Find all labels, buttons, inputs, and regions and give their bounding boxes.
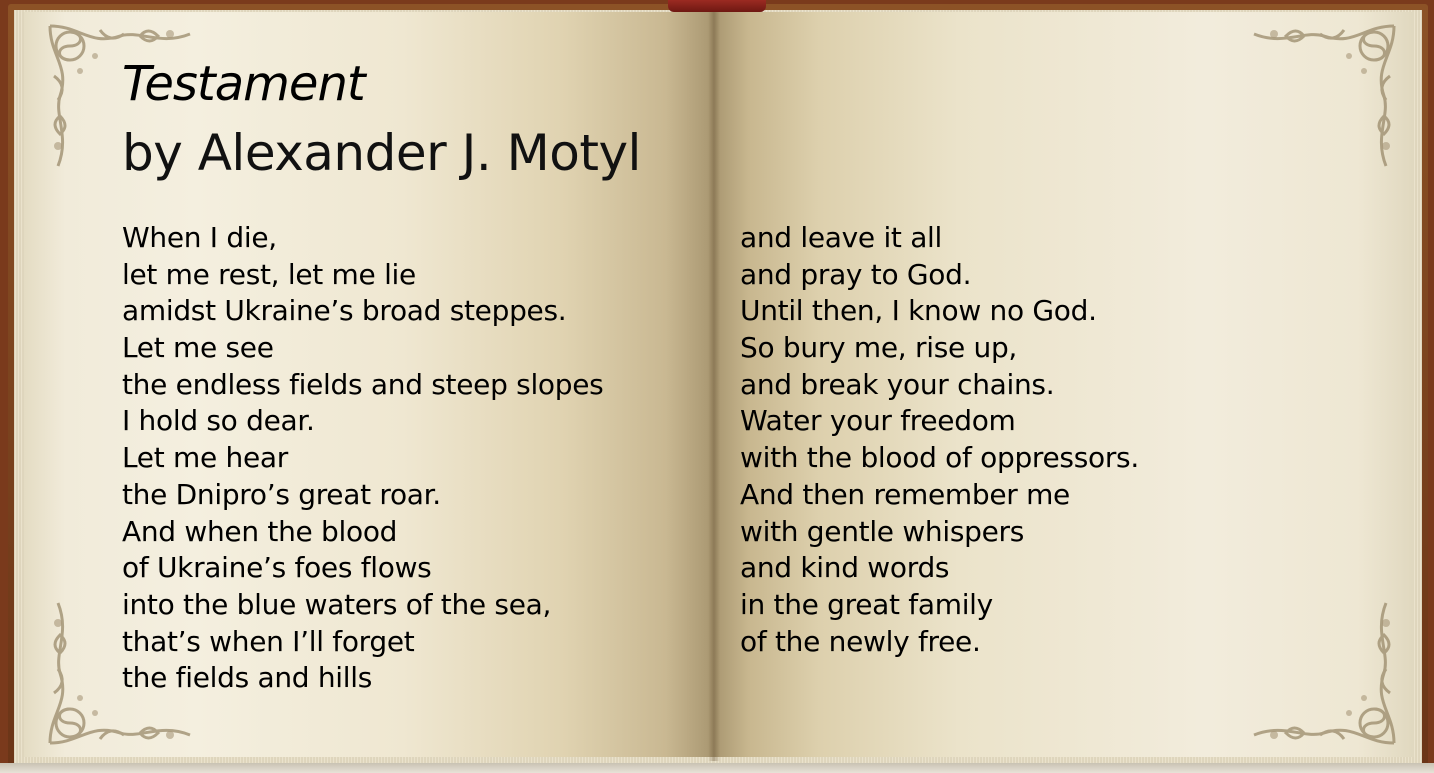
- poem-line: of the newly free.: [740, 624, 981, 658]
- poem-line: with the blood of oppressors.: [740, 441, 1139, 475]
- poem-line: that’s when I’ll forget: [122, 624, 415, 658]
- bookmark-ribbon: [668, 0, 766, 12]
- poem-line: with gentle whispers: [740, 514, 1025, 548]
- poem-line: let me rest, let me lie: [122, 257, 416, 291]
- poem-line: and pray to God.: [740, 257, 972, 291]
- corner-ornament-icon: [1214, 16, 1404, 196]
- poem-line: and break your chains.: [740, 367, 1055, 401]
- left-page-verse: [122, 220, 603, 697]
- poem-title: Testament: [122, 56, 365, 112]
- poem-line: and kind words: [740, 551, 950, 585]
- poem-line: And when the blood: [122, 514, 398, 548]
- poem-line: And then remember me: [740, 477, 1070, 511]
- poem-line: and leave it all: [740, 221, 943, 254]
- poem-line: When I die,: [122, 221, 277, 254]
- book-spine: [708, 10, 720, 761]
- poem-line: I hold so dear.: [122, 404, 315, 438]
- poem-line: the fields and hills: [122, 661, 373, 695]
- poem-line: Let me hear: [122, 441, 288, 475]
- right-page-verse: [740, 220, 1139, 660]
- bottom-edge: [0, 763, 1434, 773]
- poem-line: of Ukraine’s foes flows: [122, 551, 432, 585]
- corner-ornament-icon: [1214, 573, 1404, 753]
- poem-line: the endless fields and steep slopes: [122, 367, 604, 401]
- poem-line: amidst Ukraine’s broad steppes.: [122, 294, 567, 328]
- poem-line: Water your freedom: [740, 404, 1016, 438]
- poem-author: by Alexander J. Motyl: [122, 124, 641, 182]
- poem-line: So bury me, rise up,: [740, 331, 1018, 365]
- poem-line: Let me see: [122, 331, 274, 365]
- poem-line: in the great family: [740, 587, 993, 621]
- poem-line: Until then, I know no God.: [740, 294, 1097, 328]
- poem-line: into the blue waters of the sea,: [122, 587, 552, 621]
- poem-line: the Dnipro’s great roar.: [122, 477, 441, 511]
